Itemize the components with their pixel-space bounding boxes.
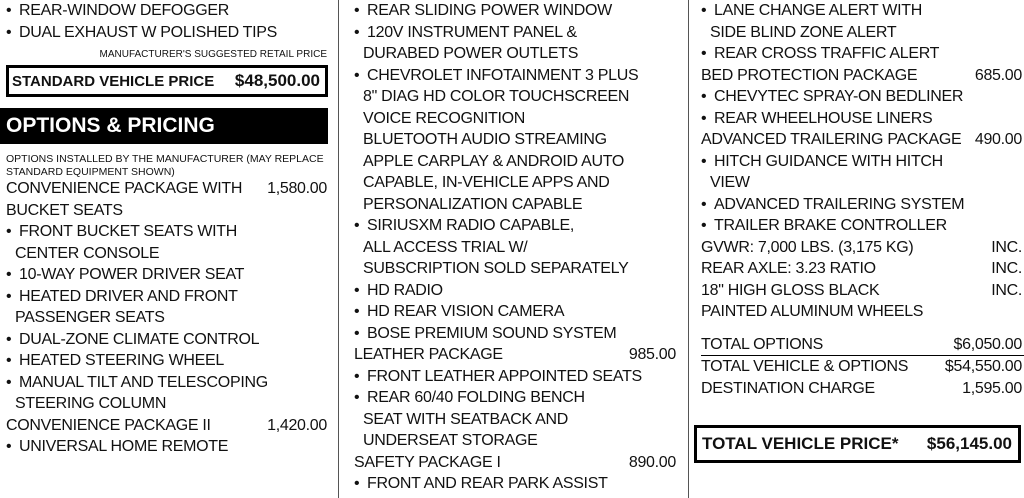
line-amount: 1,580.00	[267, 180, 327, 197]
line-item	[6, 436, 338, 458]
line-text: SEAT WITH SEATBACK AND	[363, 410, 568, 428]
line-item	[701, 86, 1024, 108]
total-row	[701, 378, 1024, 400]
line-text: FRONT AND REAR PARK ASSIST	[367, 475, 608, 492]
total-price-value: $56,145.00	[926, 434, 1012, 453]
line-text: DUAL EXHAUST W POLISHED TIPS	[19, 23, 278, 41]
line-text: ALL ACCESS TRIAL W/	[363, 238, 528, 256]
line-text: VOICE RECOGNITION	[363, 109, 526, 127]
bullet-icon: •	[6, 287, 12, 305]
line-text: FRONT LEATHER APPOINTED SEATS	[367, 367, 642, 385]
line-text: SAFETY PACKAGE I	[354, 453, 501, 471]
line-item	[701, 237, 1024, 259]
line-item	[354, 65, 688, 87]
line-item	[701, 129, 1024, 151]
line-text: CAPABLE, IN-VEHICLE APPS AND	[363, 174, 610, 191]
column-left	[0, 0, 338, 498]
bullet-icon: •	[701, 2, 707, 19]
line-item	[701, 301, 1024, 323]
line-text: REAR WHEELHOUSE LINERS	[714, 109, 933, 127]
line-amount: INC.	[991, 281, 1022, 299]
total-row	[701, 334, 1024, 357]
line-item	[6, 264, 338, 286]
options-pricing-header: OPTIONS & PRICING	[0, 108, 328, 144]
line-item	[354, 86, 688, 108]
standard-price-label: STANDARD VEHICLE PRICE	[12, 72, 215, 90]
total-label: DESTINATION CHARGE	[701, 379, 875, 397]
line-text: BOSE PREMIUM SOUND SYSTEM	[367, 324, 617, 342]
options-note: OPTIONS INSTALLED BY THE MANUFACTURER (MAY REPLACE STANDARD EQUIPMENT SHOWN)	[6, 153, 324, 178]
bullet-icon: •	[354, 2, 360, 19]
line-amount: 685.00	[974, 66, 1022, 84]
line-text: PAINTED ALUMINUM WHEELS	[701, 303, 924, 320]
line-text: REAR 60/40 FOLDING BENCH	[367, 389, 585, 406]
line-text: PERSONALIZATION CAPABLE	[363, 195, 583, 213]
line-item	[701, 258, 1024, 280]
line-item	[6, 221, 338, 243]
total-value: $6,050.00	[953, 335, 1022, 353]
bullet-icon: •	[6, 266, 12, 283]
line-text: HD REAR VISION CAMERA	[367, 303, 565, 320]
line-text: CONVENIENCE PACKAGE WITH	[6, 180, 243, 197]
line-item	[6, 372, 338, 394]
line-text: BED PROTECTION PACKAGE	[701, 66, 918, 84]
line-item	[6, 286, 338, 308]
line-amount: INC.	[991, 260, 1022, 277]
options-list	[701, 0, 1024, 323]
bullet-icon: •	[701, 195, 707, 213]
line-item	[701, 194, 1024, 216]
line-item	[354, 366, 688, 388]
line-text: MANUAL TILT AND TELESCOPING	[19, 373, 268, 391]
line-text: CONVENIENCE PACKAGE II	[6, 416, 211, 434]
line-amount: 890.00	[628, 453, 676, 471]
line-text: HD RADIO	[367, 281, 443, 299]
bullet-icon: •	[6, 2, 12, 19]
line-text: HEATED STEERING WHEEL	[19, 352, 224, 369]
line-item	[354, 237, 688, 259]
line-text: CHEVYTEC SPRAY-ON BEDLINER	[714, 88, 964, 105]
line-amount: INC.	[991, 238, 1022, 256]
total-price-label: TOTAL VEHICLE PRICE*	[702, 434, 899, 453]
line-item	[354, 323, 688, 345]
line-text: REAR CROSS TRAFFIC ALERT	[714, 45, 940, 62]
line-item	[354, 258, 688, 280]
options-list	[354, 0, 688, 495]
total-vehicle-price-box	[694, 425, 1021, 463]
total-value: $54,550.00	[944, 358, 1022, 375]
line-text: REAR SLIDING POWER WINDOW	[367, 2, 612, 19]
bullet-icon: •	[6, 223, 12, 240]
line-text: UNDERSEAT STORAGE	[363, 432, 538, 449]
line-text: DUAL-ZONE CLIMATE CONTROL	[19, 330, 260, 348]
bullet-icon: •	[354, 324, 360, 342]
column-middle	[338, 0, 688, 498]
line-item	[6, 200, 338, 222]
bullet-icon: •	[701, 217, 707, 234]
line-item	[354, 452, 688, 474]
standard-price-value: $48,500.00	[234, 71, 320, 90]
line-item	[354, 473, 688, 495]
line-text: CENTER CONSOLE	[15, 244, 160, 262]
line-item	[354, 151, 688, 173]
line-text: DURABED POWER OUTLETS	[363, 45, 579, 62]
line-item	[701, 215, 1024, 237]
line-text: STEERING COLUMN	[15, 395, 167, 412]
line-text: GVWR: 7,000 LBS. (3,175 KG)	[701, 238, 914, 256]
line-item	[6, 393, 338, 415]
line-item	[6, 0, 338, 22]
column-right	[688, 0, 1024, 498]
bullet-icon: •	[6, 438, 12, 455]
line-amount: 1,420.00	[267, 416, 327, 434]
line-item	[354, 280, 688, 302]
bullet-icon: •	[354, 475, 360, 492]
msrp-note: MANUFACTURER'S SUGGESTED RETAIL PRICE	[99, 49, 327, 60]
line-item	[701, 172, 1024, 194]
standard-equipment-list	[6, 0, 338, 43]
line-text: ADVANCED TRAILERING PACKAGE	[701, 131, 962, 148]
bullet-icon: •	[6, 352, 12, 369]
line-item	[354, 22, 688, 44]
line-text: LANE CHANGE ALERT WITH	[714, 2, 922, 19]
line-item	[354, 387, 688, 409]
line-item	[701, 151, 1024, 173]
bullet-icon: •	[354, 23, 360, 41]
total-row	[701, 356, 1024, 378]
line-text: ADVANCED TRAILERING SYSTEM	[714, 195, 965, 213]
line-item	[701, 22, 1024, 44]
line-item	[6, 22, 338, 44]
line-amount: 490.00	[974, 131, 1022, 148]
line-text: 10-WAY POWER DRIVER SEAT	[19, 266, 245, 283]
line-item	[701, 65, 1024, 87]
line-item	[6, 307, 338, 329]
line-text: 18" HIGH GLOSS BLACK	[701, 281, 880, 299]
line-text: REAR-WINDOW DEFOGGER	[19, 2, 229, 19]
line-text: SIDE BLIND ZONE ALERT	[710, 23, 897, 41]
bullet-icon: •	[354, 66, 360, 84]
line-item	[701, 43, 1024, 65]
line-item	[354, 43, 688, 65]
line-text: LEATHER PACKAGE	[354, 346, 503, 363]
line-text: UNIVERSAL HOME REMOTE	[19, 438, 229, 455]
bullet-icon: •	[701, 88, 707, 105]
line-item	[354, 301, 688, 323]
bullet-icon: •	[701, 109, 707, 127]
line-item	[354, 172, 688, 194]
line-item	[701, 0, 1024, 22]
line-item	[6, 415, 338, 437]
bullet-icon: •	[6, 373, 12, 391]
line-text: BUCKET SEATS	[6, 201, 123, 219]
bullet-icon: •	[701, 45, 707, 62]
line-item	[354, 0, 688, 22]
line-item	[6, 329, 338, 351]
line-text: VIEW	[710, 174, 750, 191]
line-amount: 985.00	[628, 346, 676, 363]
line-item	[354, 344, 688, 366]
line-text: REAR AXLE: 3.23 RATIO	[701, 260, 876, 277]
bullet-icon: •	[354, 303, 360, 320]
bullet-icon: •	[6, 330, 12, 348]
bullet-icon: •	[354, 217, 360, 234]
line-item	[6, 350, 338, 372]
line-item	[354, 108, 688, 130]
options-list	[6, 178, 338, 458]
bullet-icon: •	[354, 281, 360, 299]
line-text: HEATED DRIVER AND FRONT	[19, 287, 238, 305]
line-text: 120V INSTRUMENT PANEL &	[367, 23, 577, 41]
bullet-icon: •	[354, 367, 360, 385]
line-text: HITCH GUIDANCE WITH HITCH	[714, 152, 943, 170]
line-text: SIRIUSXM RADIO CAPABLE,	[367, 217, 575, 234]
line-item	[354, 430, 688, 452]
line-text: FRONT BUCKET SEATS WITH	[19, 223, 238, 240]
line-text: PASSENGER SEATS	[15, 309, 165, 326]
bullet-icon: •	[6, 23, 12, 41]
line-text: CHEVROLET INFOTAINMENT 3 PLUS	[367, 66, 639, 84]
line-text: SUBSCRIPTION SOLD SEPARATELY	[363, 260, 629, 277]
total-label: TOTAL OPTIONS	[701, 335, 824, 353]
line-item	[354, 215, 688, 237]
line-item	[701, 280, 1024, 302]
line-item	[354, 409, 688, 431]
line-text: 8" DIAG HD COLOR TOUCHSCREEN	[363, 88, 630, 105]
line-item	[701, 108, 1024, 130]
total-label: TOTAL VEHICLE & OPTIONS	[701, 358, 909, 375]
total-value: 1,595.00	[962, 379, 1022, 397]
line-item	[6, 178, 338, 200]
totals-list	[701, 334, 1024, 400]
line-text: TRAILER BRAKE CONTROLLER	[714, 217, 947, 234]
bullet-icon: •	[354, 389, 360, 406]
line-text: BLUETOOTH AUDIO STREAMING	[363, 131, 607, 148]
bullet-icon: •	[701, 152, 707, 170]
standard-vehicle-price-box	[6, 65, 328, 97]
line-item	[354, 129, 688, 151]
line-item	[6, 243, 338, 265]
line-text: APPLE CARPLAY & ANDROID AUTO	[363, 152, 625, 170]
line-item	[354, 194, 688, 216]
